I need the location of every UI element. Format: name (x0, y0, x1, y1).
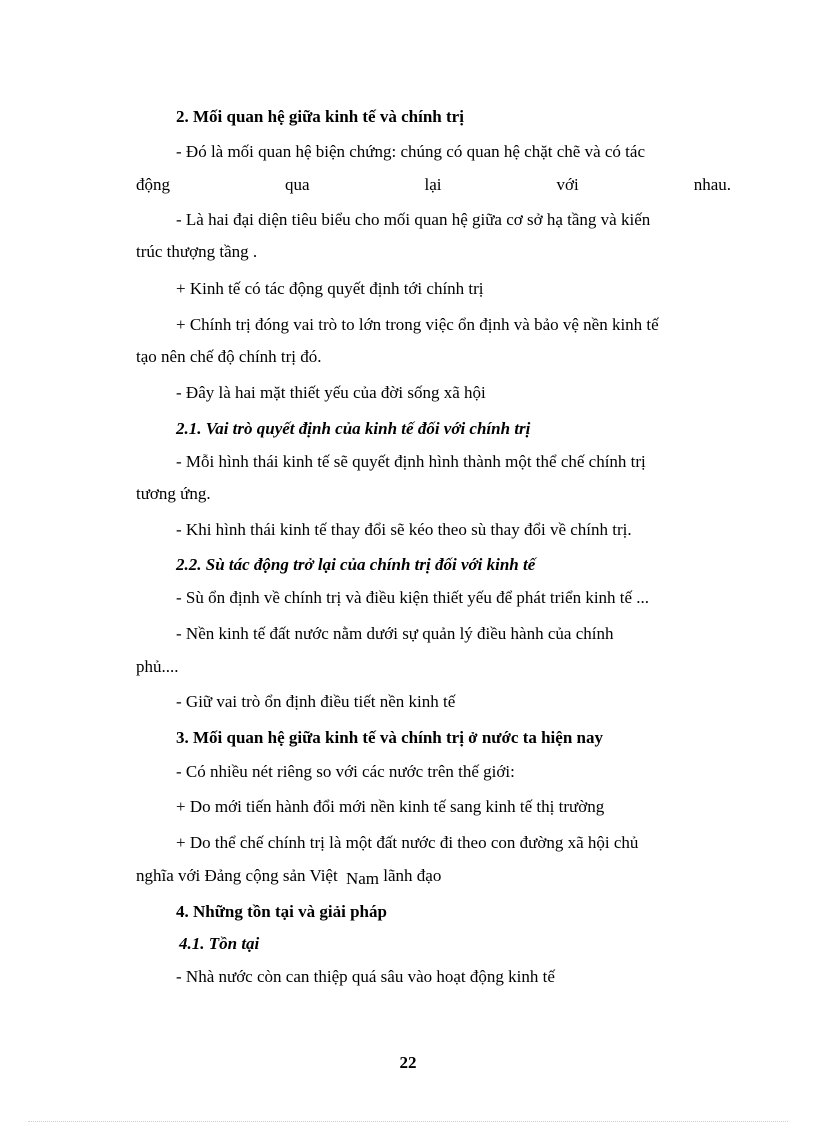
paragraph-line: - Giữ vai trò ổn định điều tiết nền kinh tế (176, 692, 456, 711)
paragraph-line: - Nền kinh tế đất nước nằm dưới sự quản lý điều hành của chính (176, 624, 614, 643)
paragraph-line: - Là hai đại diện tiêu biểu cho mối quan hệ giữa cơ sở hạ tầng và kiến (176, 210, 651, 229)
paragraph-line: phủ.... (136, 657, 179, 676)
paragraph-line: - Đó là mối quan hệ biện chứng: chúng có quan hệ chặt chẽ và có tác (176, 142, 645, 161)
paragraph-line: - Có nhiều nét riêng so với các nước trên thế giới: (176, 762, 515, 781)
heading-section-4: 4. Những tồn tại và giải pháp (176, 902, 387, 921)
paragraph-line: - Nhà nước còn can thiệp quá sâu vào hoạt động kinh tế (176, 967, 555, 986)
word: lại (424, 175, 442, 194)
paragraph-line: + Chính trị đóng vai trò to lớn trong việc ổn định và bảo vệ nền kinh tế (176, 315, 659, 334)
paragraph-line: tạo nên chế độ chính trị đó. (136, 347, 322, 366)
paragraph-line: - Mỗi hình thái kinh tế sẽ quyết định hình thành một thể chế chính trị (176, 452, 646, 471)
subheading-section-2-1: 2.1. Vai trò quyết định của kinh tế đối với chính trị (176, 419, 531, 438)
heading-section-2: 2. Mối quan hệ giữa kinh tế và chính trị (176, 107, 464, 126)
justified-paragraph-line (136, 174, 731, 196)
paragraph-line: - Khi hình thái kinh tế thay đổi sẽ kéo theo sù thay đổi về chính trị. (176, 520, 632, 539)
word: với (556, 175, 579, 194)
paragraph-line: tương ứng. (136, 484, 211, 503)
text-run: lãnh đạo (383, 866, 442, 885)
heading-section-3: 3. Mối quan hệ giữa kinh tế và chính trị ở nước ta hiện nay (176, 728, 603, 747)
paragraph-line: - Sù ổn định về chính trị và điều kiện thiết yếu để phát triển kinh tế ... (176, 588, 650, 607)
text-run: nghĩa với Đảng cộng sản Việt (136, 866, 338, 885)
paragraph-line: + Kinh tế có tác động quyết định tới chính trị (176, 279, 484, 298)
paragraph-line: + Do mới tiến hành đổi mới nền kinh tế sang kinh tế thị trường (176, 797, 605, 816)
paragraph-line: trúc thượng tầng . (136, 242, 258, 261)
subheading-section-4-1: 4.1. Tồn tại (179, 934, 260, 953)
paragraph-line: - Đây là hai mặt thiết yếu của đời sống xã hội (176, 383, 486, 402)
subheading-section-2-2: 2.2. Sù tác động trở lại của chính trị đối với kinh tế (176, 555, 536, 574)
word: nhau. (693, 175, 731, 194)
text-run-lowered: Nam (345, 869, 379, 888)
paragraph-line (136, 865, 441, 887)
word: qua (284, 175, 310, 194)
page-number: 22 (399, 1053, 417, 1072)
page-bottom-border (28, 1121, 788, 1122)
paragraph-line: + Do thể chế chính trị là một đất nước đi theo con đường xã hội chủ (176, 833, 639, 852)
word: động (136, 175, 170, 194)
